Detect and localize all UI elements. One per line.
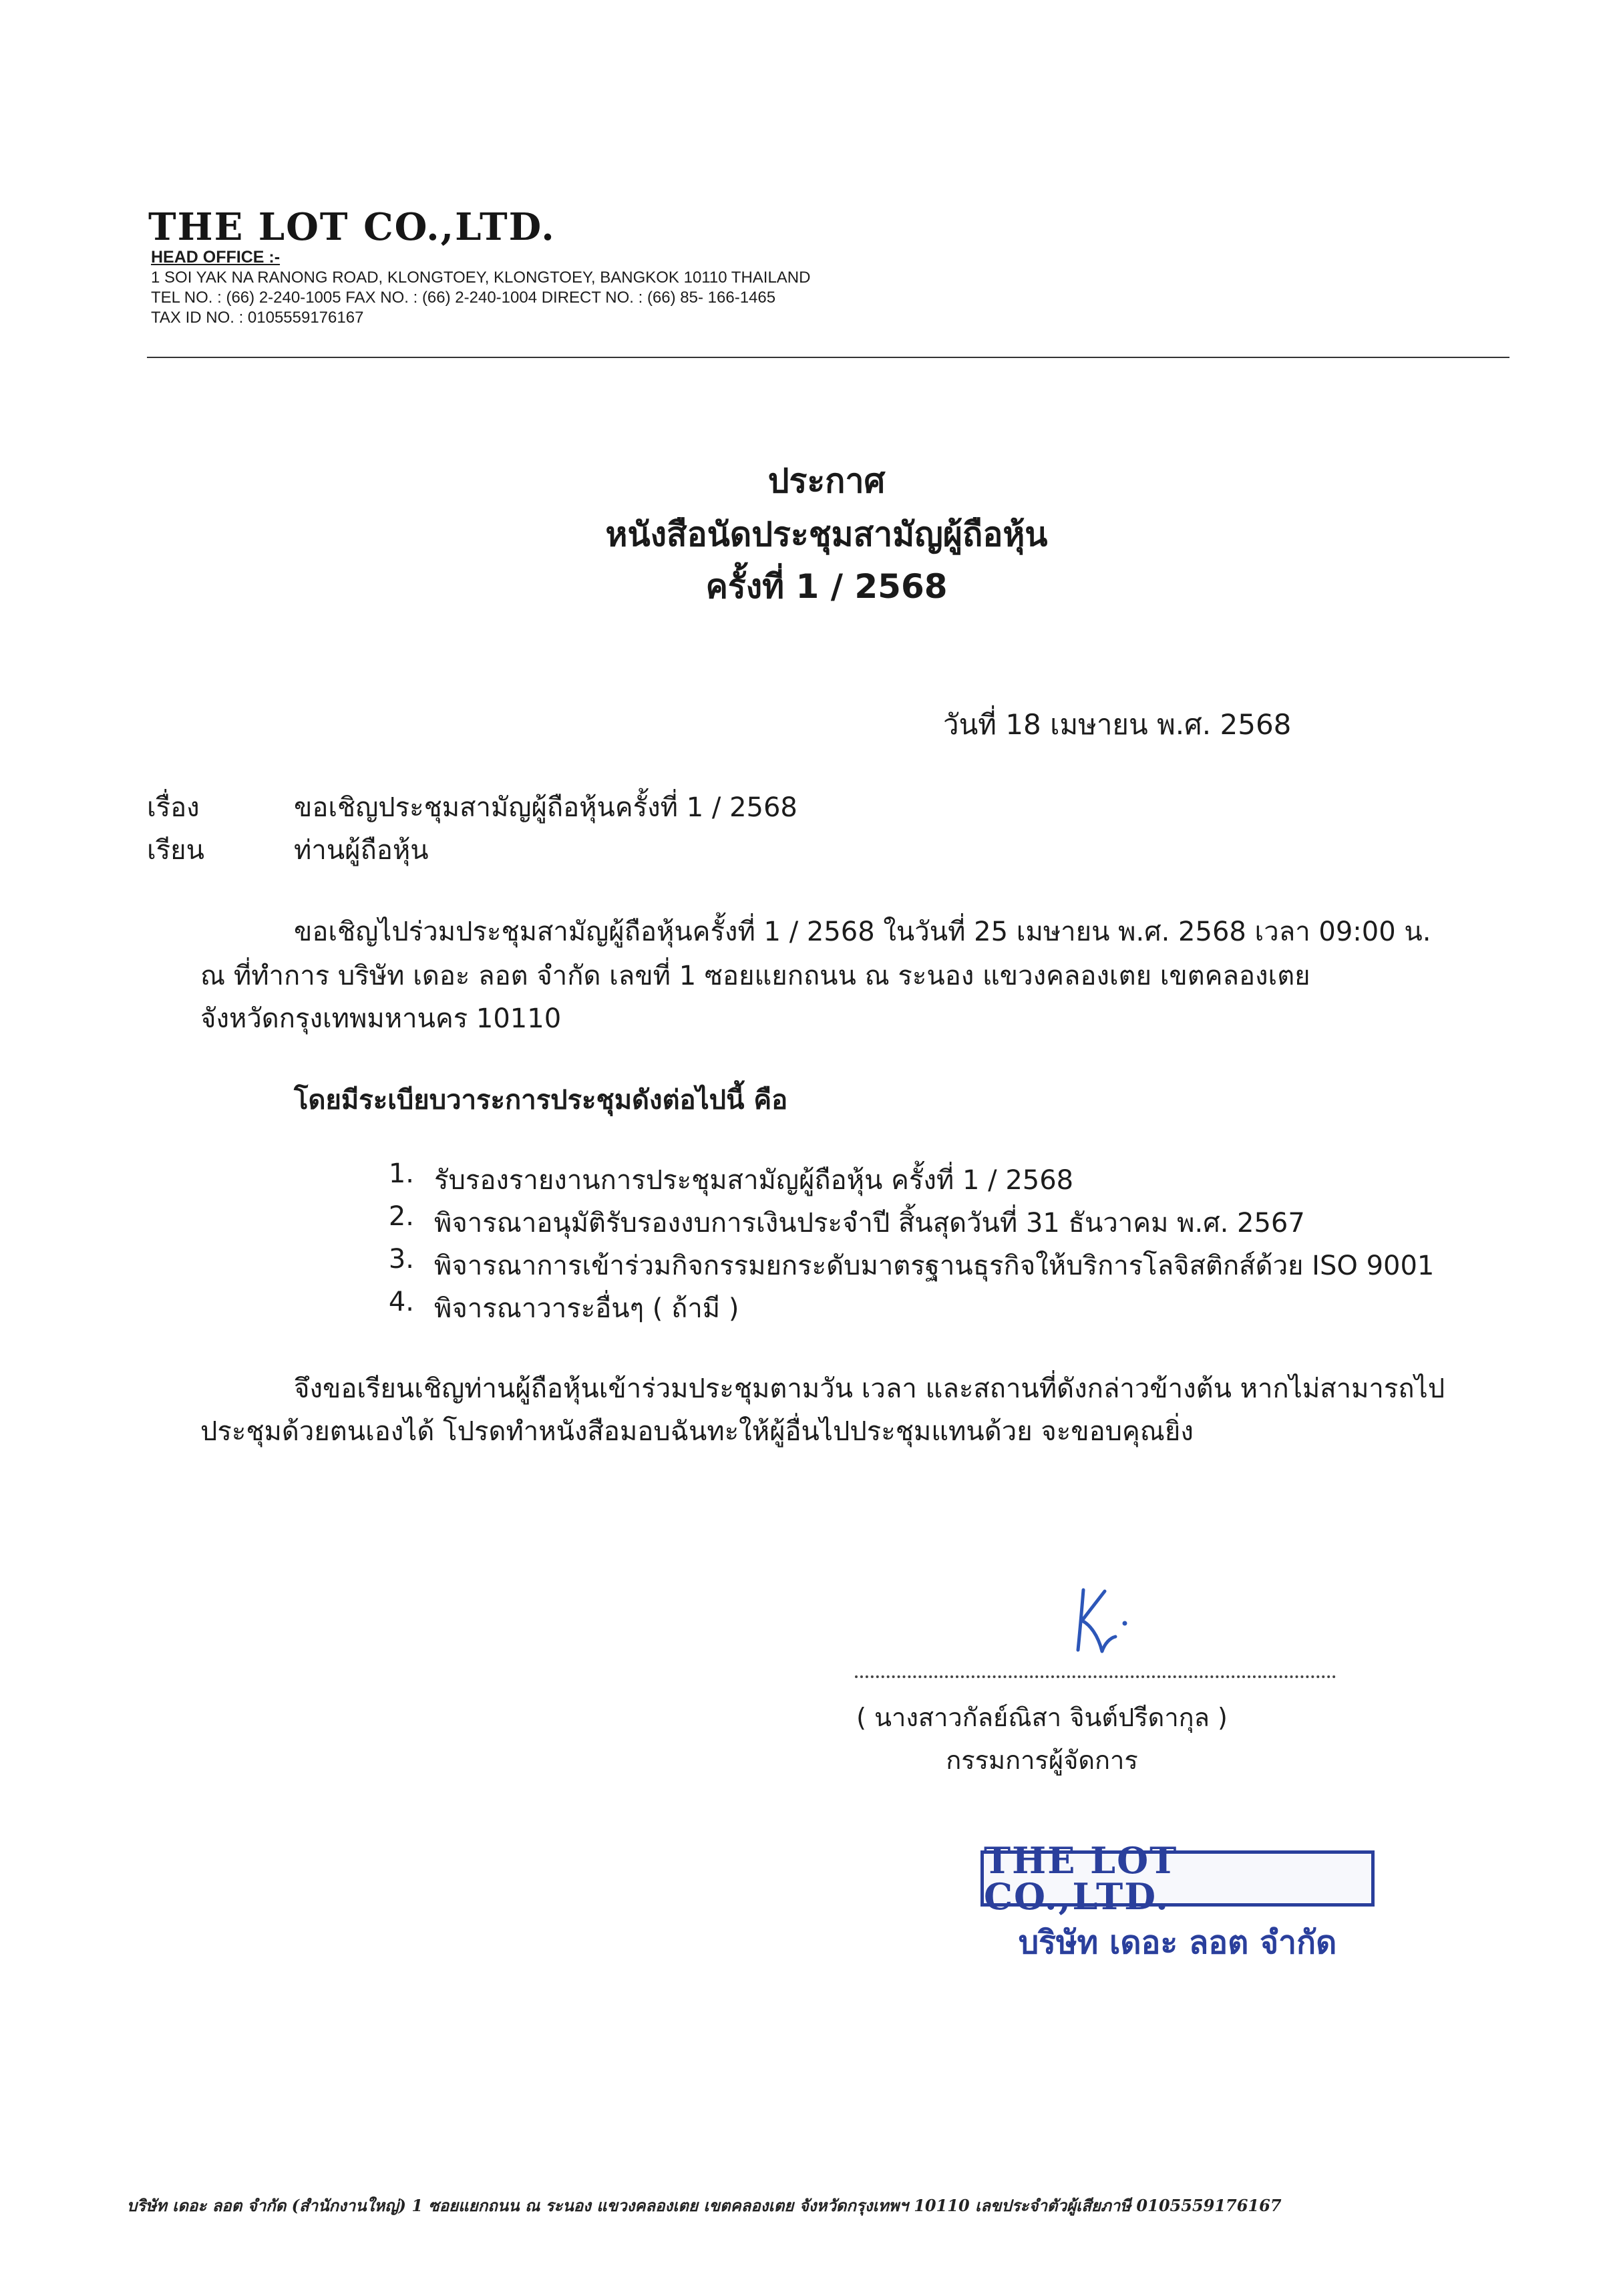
agenda-item-text: พิจารณาอนุมัติรับรองงบการเงินประจำปี สิ้นสุดวันที่ 31 ธันวาคม พ.ศ. 2567 <box>434 1208 1305 1239</box>
letter-date: วันที่ 18 เมษายน พ.ศ. 2568 <box>943 708 1292 741</box>
signature-line <box>855 1675 1336 1678</box>
agenda-item-text: พิจารณาการเข้าร่วมกิจกรรมยกระดับมาตรฐานธุรกิจให้บริการโลจิสติกส์ด้วย ISO 9001 <box>434 1251 1435 1281</box>
handwritten-signature <box>1063 1577 1137 1663</box>
signer-name: ( นางสาวกัลย์ณิสา จินต์ปรีดากุล ) <box>856 1703 1228 1732</box>
head-office-label: HEAD OFFICE :- <box>151 248 281 267</box>
closing-line-2: ประชุมด้วยตนเองได้ โปรดทำหนังสือมอบฉันทะให้ผู้อื่นไปประชุมแทนด้วย จะขอบคุณยิ่ง <box>200 1416 1194 1447</box>
office-phones: TEL NO. : (66) 2-240-1005 FAX NO. : (66) 2-240-1004 DIRECT NO. : (66) 85- 166-1465 <box>151 289 776 307</box>
agenda-heading: โดยมีระเบียบวาระการประชุมดังต่อไปนี้ คือ <box>294 1085 788 1116</box>
office-address: 1 SOI YAK NA RANONG ROAD, KLONGTOEY, KLONGTOEY, BANGKOK 10110 THAILAND <box>151 269 811 287</box>
company-stamp <box>980 1839 1375 1918</box>
subject-value: ขอเชิญประชุมสามัญผู้ถือหุ้นครั้งที่ 1 / 2568 <box>294 792 797 823</box>
agenda-item-text: รับรองรายงานการประชุมสามัญผู้ถือหุ้น ครั้งที่ 1 / 2568 <box>434 1165 1074 1196</box>
announcement-title: ประกาศ <box>767 462 886 500</box>
notice-title: หนังสือนัดประชุมสามัญผู้ถือหุ้น <box>605 515 1048 554</box>
invitation-line-2: ณ ที่ทำการ บริษัท เดอะ ลอต จำกัด เลขที่ 1 ซอยแยกถนน ณ ระนอง แขวงคลองเตย เขตคลองเตย <box>200 961 1310 991</box>
agenda-item-number: 3. <box>388 1244 414 1275</box>
invitation-line-3: จังหวัดกรุงเทพมหานคร 10110 <box>200 1003 562 1034</box>
closing-line-1: จึงขอเรียนเชิญท่านผู้ถือหุ้นเข้าร่วมประชุมตามวัน เวลา และสถานที่ดังกล่าวข้างต้น หากไม่สามารถไป <box>294 1373 1445 1404</box>
agenda-item-number: 2. <box>388 1201 414 1232</box>
stamp-company-en: THE LOT CO.,LTD. <box>984 1839 1178 1918</box>
agenda-item-number: 4. <box>388 1287 414 1317</box>
agenda-item-number: 1. <box>388 1158 414 1189</box>
subject-label: เรื่อง <box>147 792 200 823</box>
footer-address: บริษัท เดอะ ลอต จำกัด (สำนักงานใหญ่) 1 ซอยแยกถนน ณ ระนอง แขวงคลองเตย เขตคลองเตย จังหวัดกรุงเทพฯ 10110 เลขประจำตัวผู้เสียภาษี 0105559176167 <box>127 2196 1282 2215</box>
meeting-number-title: ครั้งที่ 1 / 2568 <box>705 567 948 606</box>
invitation-line-1: ขอเชิญไปร่วมประชุมสามัญผู้ถือหุ้นครั้งที่ 1 / 2568 ในวันที่ 25 เมษายน พ.ศ. 2568 เวลา 09:00 น. <box>294 917 1431 947</box>
letterhead-divider <box>147 357 1509 358</box>
stamp-company-th: บริษัท เดอะ ลอต จำกัด <box>1018 1924 1337 1961</box>
agenda-item-text: พิจารณาวาระอื่นๆ ( ถ้ามี ) <box>434 1293 739 1324</box>
recipient-value: ท่านผู้ถือหุ้น <box>294 835 429 866</box>
company-logo-text: THE LOT CO.,LTD. <box>148 205 556 249</box>
recipient-label: เรียน <box>147 835 204 866</box>
office-tax-id: TAX ID NO. : 0105559176167 <box>151 309 364 327</box>
signer-position: กรรมการผู้จัดการ <box>946 1746 1138 1775</box>
